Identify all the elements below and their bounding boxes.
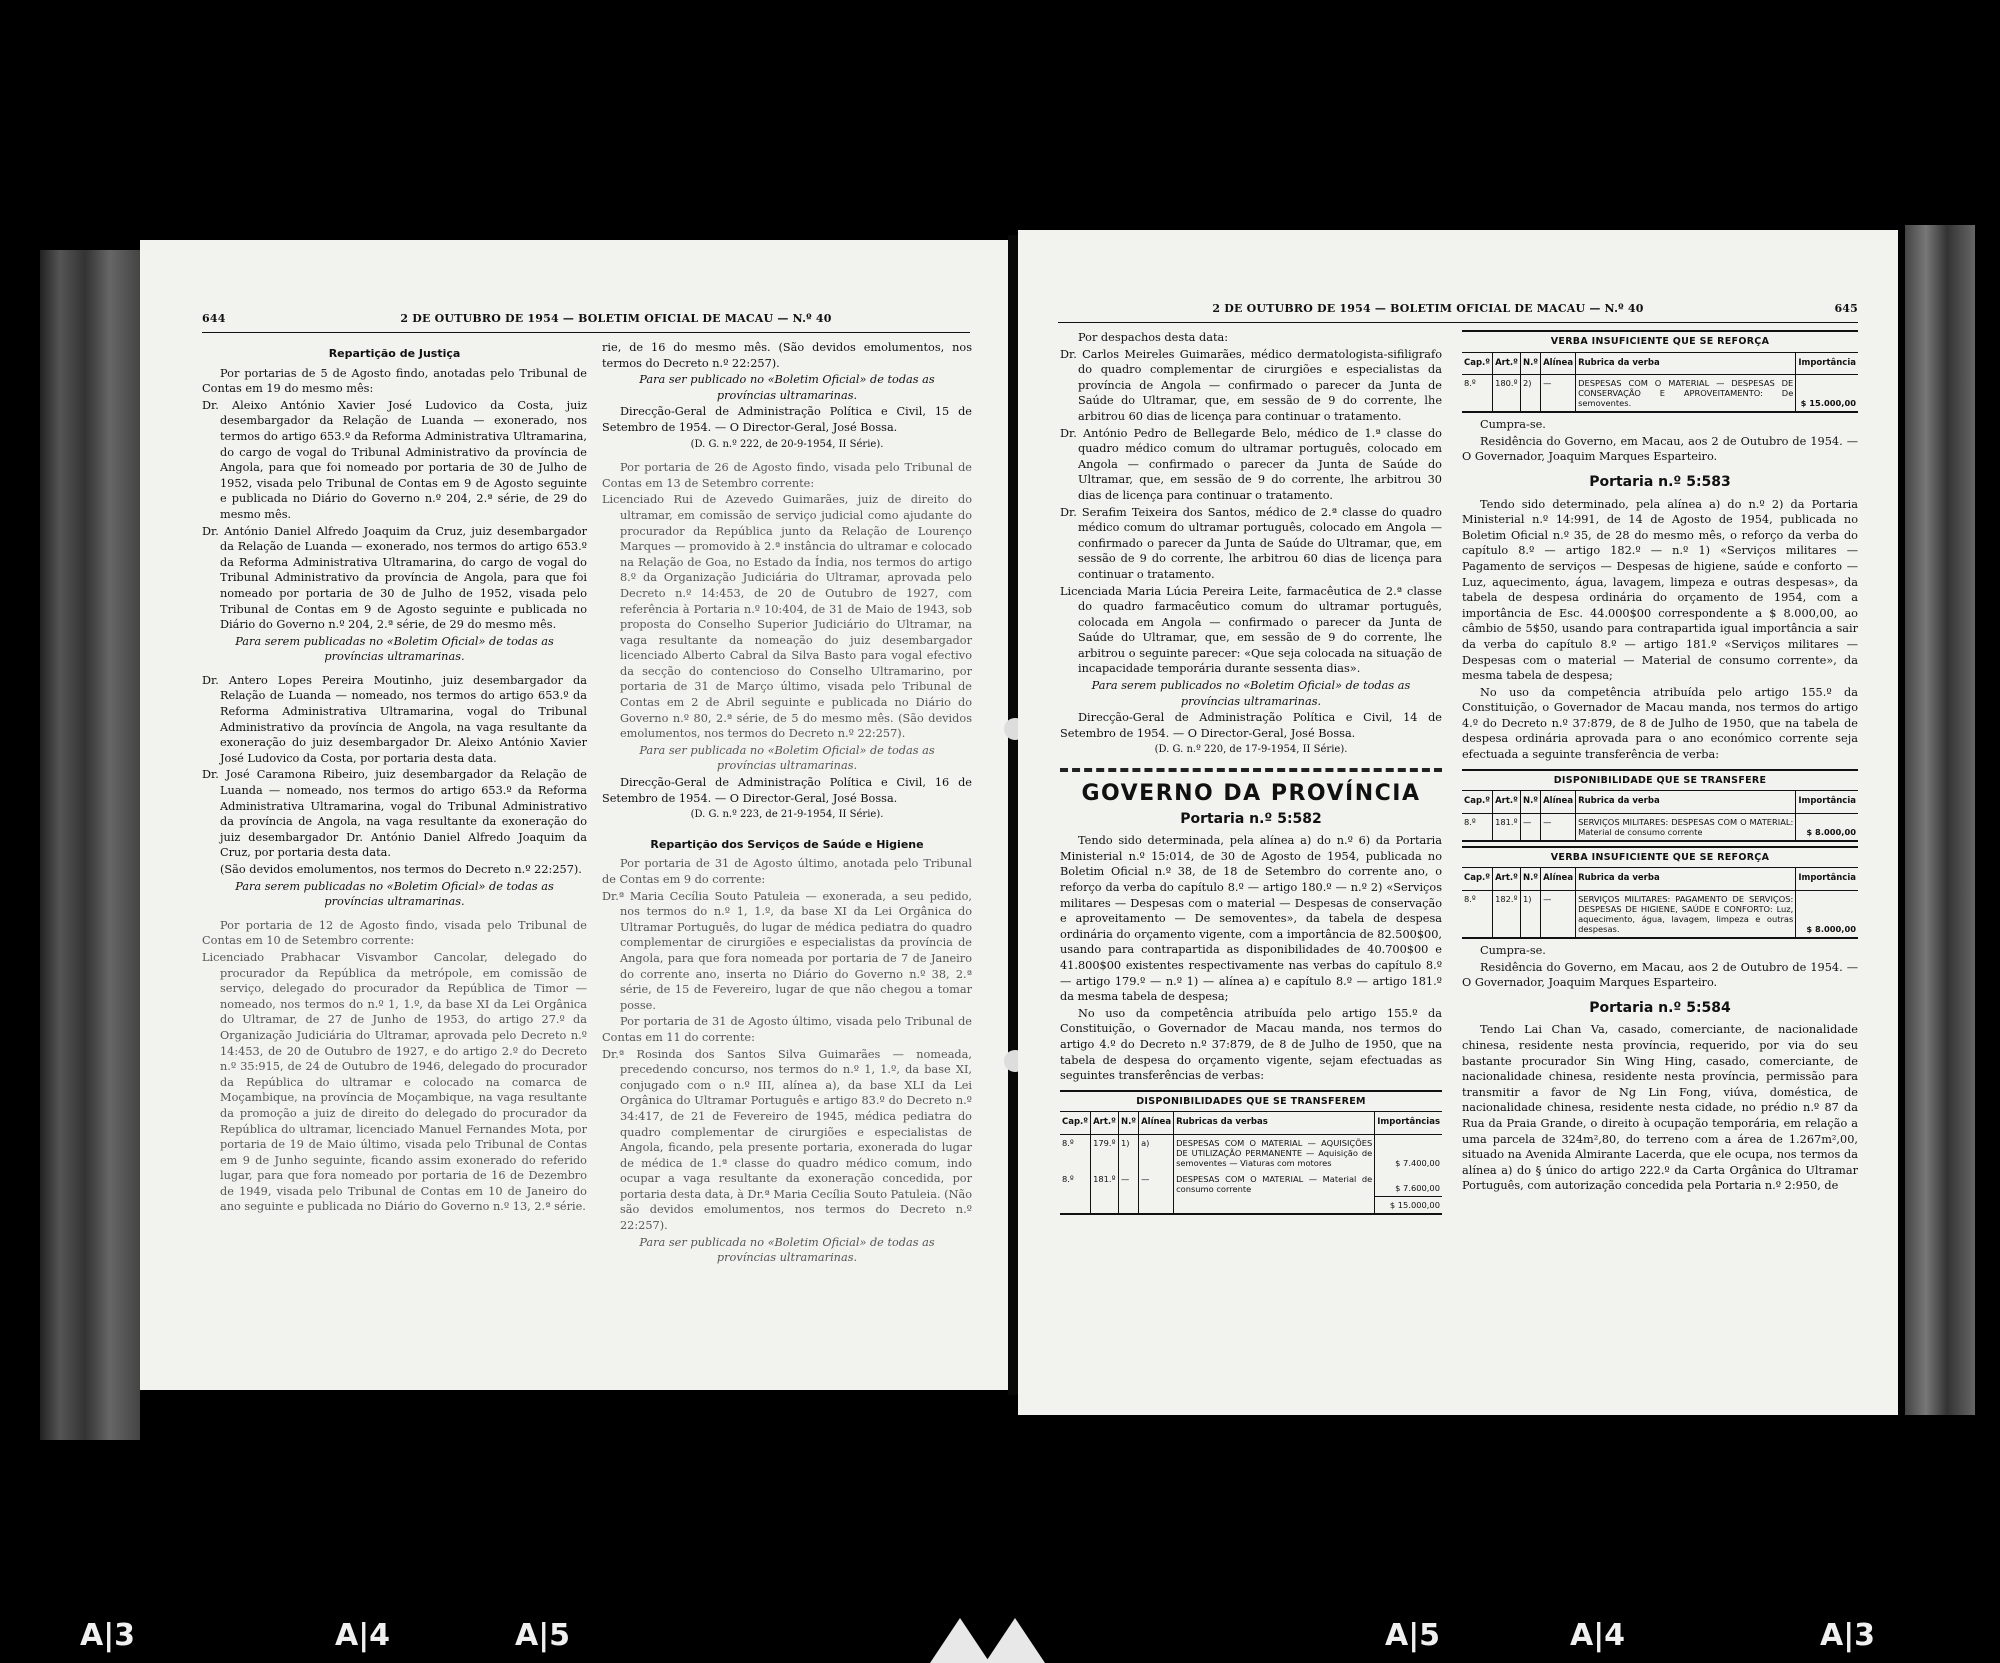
table-cell: SERVIÇOS MILITARES: PAGAMENTO DE SERVIÇOS: DESPESAS DE HIGIENE, SAÚDE E CONFORTO: Luz, aquecimento, água, lavagem, limpeza e outras despesas. [1576, 891, 1796, 939]
table-row [1462, 375, 1858, 413]
table-cell: — [1541, 891, 1576, 939]
province-heading: GOVERNO DA PROVÍNCIA [1081, 781, 1421, 807]
paragraph: Dr. Carlos Meireles Guimarães, médico dermatologista-sifiligrafo do quadro complementar de cirurgiões e especialistas da província de Angola — confirmado o parecer da Junta de Saúde do Ultramar, que, em sessão de 9 do corrente, lhe arbitrou 60 dias de licença para continuar o tratamento. [1060, 347, 1442, 423]
table-cell: — [1541, 375, 1576, 413]
column-header: Rubrica da verba [1576, 868, 1796, 890]
signature: Residência do Governo, em Macau, aos 2 de Outubro de 1954. — O Governador, Joaquim Marques Esparteiro. [1462, 434, 1858, 464]
right-running-head [1058, 302, 1858, 315]
table-header-row [1462, 353, 1858, 375]
paragraph: Dr. Aleixo António Xavier José Ludovico da Costa, juiz desembargador da Relação de Luanda — exonerado, nos termos do artigo 653.º da Reforma Administrativa Ultramarina, do cargo de vogal do Tribunal Administrativo da província de Angola, para que foi nomeado por portaria de 30 de Julho de 1952, visada pelo Tribunal de Contas em 9 de Agosto seguinte e publicada no Diário do Governo n.º 204, 2.ª série, de 29 do mesmo mês. [202, 398, 587, 521]
paragraph: Dr.ª Maria Cecília Souto Patuleia — exonerada, a seu pedido, nos termos do n.º 1, 1.º, da base XI da Lei Orgânica do Ultramar Português, do lugar de médica pediatra do quadro complementar de cirurgiões e especialistas da província de Angola, para que fora nomeada por portaria de 7 de Janeiro do corrente ano, inserta no Diário do Governo n.º 38, 2.ª série, de 15 de Fevereiro, lugar de que não chegou a tomar posse. [602, 889, 972, 1012]
table-cell: 182.º [1493, 891, 1521, 939]
calibration-mark: A|4 [335, 1618, 391, 1653]
table-cell: — [1541, 813, 1576, 841]
column-header: Cap.º [1462, 791, 1493, 813]
right-column-1 [1060, 330, 1442, 1219]
table-title: VERBA INSUFICIENTE QUE SE REFORÇA [1462, 330, 1858, 353]
table-cell: SERVIÇOS MILITARES: DESPESAS COM O MATERIAL: Material de consumo corrente [1576, 813, 1796, 841]
paragraph: Por portaria de 12 de Agosto findo, visada pelo Tribunal de Contas em 10 de Setembro corrente: [202, 918, 587, 948]
paragraph: Dr. António Pedro de Bellegarde Belo, médico de 1.ª classe do quadro médico comum do ultramar português, colocado em Angola — confirmado o parecer da Junta de Saúde do Ultramar, que, em sessão de 9 do corrente, lhe arbitrou 30 dias de licença para continuar o tratamento. [1060, 426, 1442, 502]
reinforce-table [1462, 868, 1858, 939]
column-header: Cap.º [1462, 353, 1493, 375]
column-header: Importância [1796, 353, 1858, 375]
paragraph: rie, de 16 do mesmo mês. (São devidos emolumentos, nos termos do Decreto n.º 22:257). [602, 341, 972, 370]
table-total-row [1060, 1197, 1442, 1215]
signature: Direcção-Geral de Administração Política e Civil, 16 de Setembro de 1954. — O Director-Geral, José Bossa. [602, 776, 972, 805]
running-title: 2 DE OUTUBRO DE 1954 — BOLETIM OFICIAL DE MACAU — N.º 40 [400, 312, 832, 325]
table-header-row [1462, 868, 1858, 890]
paragraph: Dr. Antero Lopes Pereira Moutinho, juiz desembargador da Relação de Luanda — nomeado, nos termos do artigo 653.º da Reforma Administrativa Ultramarina, vogal do Tribunal Administrativo da província de Angola, na vaga resultante da exoneração do juiz desembargador Dr. Aleixo António Xavier José Ludovico da Costa, por portaria desta data. [202, 673, 587, 765]
book-edge-right [1905, 225, 1975, 1415]
publication-note: Para ser publicada no «Boletim Oficial» de todas as províncias ultramarinas. [639, 743, 935, 773]
table-cell: $ 8.000,00 [1796, 813, 1858, 841]
column-header: Importâncias [1375, 1112, 1442, 1134]
table-cell: $ 7.600,00 [1395, 1183, 1440, 1194]
right-page [1018, 230, 1898, 1415]
table-cell: — [1118, 1171, 1138, 1197]
paragraph: Por portaria de 26 de Agosto findo, visada pelo Tribunal de Contas em 13 de Setembro corrente: [602, 461, 972, 490]
calibration-mark: A|5 [1385, 1618, 1441, 1653]
column-header: N.º [1520, 868, 1540, 890]
column-header: N.º [1520, 353, 1540, 375]
column-header: Cap.º [1060, 1112, 1091, 1134]
transfer-table [1462, 791, 1858, 842]
ornamental-divider [1060, 768, 1442, 772]
table-title: DISPONIBILIDADES QUE SE TRANSFEREM [1060, 1090, 1442, 1113]
publication-note: Para serem publicados no «Boletim Oficial» de todas as províncias ultramarinas. [1091, 679, 1411, 708]
column-header: Rubrica da verba [1576, 353, 1796, 375]
paragraph: (São devidos emolumentos, nos termos do Decreto n.º 22:257). [220, 863, 582, 876]
column-header: Rubricas da verbas [1174, 1112, 1375, 1134]
paragraph: Dr. José Caramona Ribeiro, juiz desembargador da Relação de Luanda — nomeado, nos termos do artigo 653.º da Reforma Administrativa Ultramarina, vogal do Tribunal Administrativo da província de Angola, na vaga resultante da exoneração do juiz desembargador Dr. António Daniel Alfredo Joaquim da Cruz, por portaria desta data. [202, 768, 587, 860]
table-row [1060, 1134, 1442, 1171]
column-header: Rubrica da verba [1576, 791, 1796, 813]
cumpra-se: Cumpra-se. [1480, 418, 1546, 432]
paragraph: Licenciada Maria Lúcia Pereira Leite, farmacêutica de 2.ª classe do quadro farmacêutico comum do ultramar português, colocada em Angola — confirmado o parecer da Junta de Saúde do Ultramar, que, em sessão de 9 do corrente, lhe arbitrou o seguinte parecer: «Que seja colocada na situação de incapacidade temporária durante sessenta dias». [1060, 584, 1442, 676]
paragraph: Tendo sido determinada, pela alínea a) do n.º 6) da Portaria Ministerial n.º 15:014, de 30 de Agosto de 1954, publicada no Boletim Oficial n.º 38, de 18 de Setembro do corrente ano, o reforço da verba do capítulo 8.º — artigo 180.º — n.º 2) «Serviços militares — Despesas com o material — Despesas de conservação e aproveitamento — De semoventes», da tabela de despesa ordinária do orçamento vigente, com a importância de 82.500$00, usando para contrapartida as disponibilidades de 40.700$00 e 41.800$00 existentes respectivamente nas verbas do capítulo 8.º — artigo 179.º — n.º 1) — alínea a) e capítulo 8.º — artigo 181.º da mesma tabela de despesa; [1060, 834, 1442, 1004]
column-header: Cap.º [1462, 868, 1493, 890]
right-column-2 [1462, 330, 1858, 1195]
table-cell: DESPESAS COM O MATERIAL — DESPESAS DE CONSERVAÇÃO E APROVEITAMENTO: De semoventes. [1576, 375, 1796, 413]
header-rule [202, 332, 970, 333]
running-title: 2 DE OUTUBRO DE 1954 — BOLETIM OFICIAL DE MACAU — N.º 40 [1212, 302, 1644, 315]
table-cell: 181.º [1091, 1171, 1119, 1197]
left-column-2 [602, 340, 972, 1267]
left-running-head [202, 312, 970, 325]
column-header: N.º [1520, 791, 1540, 813]
table-cell: $ 8.000,00 [1796, 891, 1858, 939]
column-header: Art.º [1493, 353, 1521, 375]
publication-note: Para serem publicadas no «Boletim Oficial» de todas as províncias ultramarinas. [235, 879, 554, 909]
paragraph: Licenciado Prabhacar Visvambor Cancolar, delegado do procurador da República da metrópole, em comissão de serviço, delegado do procurador da República de Timor — nomeado, nos termos do n.º 1, 1.º, da base XI da Lei Orgânica do Ultramar, de 27 de Junho de 1953, do artigo 27.º da Organização Judiciária do Ultramar, aprovada pelo Decreto n.º 14:453, de 20 de Outubro de 1927, e do artigo 2.º do Decreto n.º 35:915, de 24 de Outubro de 1946, delegado do procurador da República do ultramar e colocado na comarca de Moçambique, na província de Moçambique, na vaga resultante da promoção a juiz de direito do delegado do procurador da República do ultramar, licenciado Manuel Fernandes Mota, por portaria de 19 de Maio último, visada pelo Tribunal de Contas em 9 de Junho seguinte, ficando assim exonerado do referido lugar, para que fora nomeado por portaria de 16 de Dezembro de 1949, visada pelo Tribunal de Contas em 10 de Janeiro do ano seguinte e publicada no Diário do Governo n.º 13, 2.ª série. [202, 950, 587, 1214]
section-heading: Repartição dos Serviços de Saúde e Higiene [650, 837, 924, 851]
header-rule [1058, 322, 1858, 323]
column-header: N.º [1118, 1112, 1138, 1134]
table-cell: 8.º [1462, 891, 1493, 939]
paragraph: Dr. António Daniel Alfredo Joaquim da Cruz, juiz desembargador da Relação de Luanda — exonerado, nos termos do artigo 653.º da Reforma Administrativa Ultramarina, do cargo de vogal do Tribunal Administrativo da província de Angola, para que foi nomeado por portaria de 30 de Julho de 1952, visada pelo Tribunal de Contas em 9 de Agosto seguinte e publicada no Diário do Governo n.º 204, 2.ª série, de 29 do mesmo mês. [202, 524, 587, 632]
column-header: Alínea [1139, 1112, 1174, 1134]
table-header-row [1060, 1112, 1442, 1134]
table-cell: $ 15.000,00 [1796, 375, 1858, 413]
signature: Direcção-Geral de Administração Política e Civil, 15 de Setembro de 1954. — O Director-Geral, José Bossa. [602, 405, 972, 434]
paragraph: No uso da competência atribuída pelo artigo 155.º da Constituição, o Governador de Macau manda, nos termos do artigo 4.º do Decreto n.º 37:879, de 8 de Julho de 1950, que na tabela de despesa do orçamento vigente, sejam efectuadas as seguintes transferências de verbas: [1060, 1006, 1442, 1083]
center-triangle-right [985, 1618, 1045, 1663]
table-cell: — [1520, 813, 1540, 841]
column-header: Importância [1796, 791, 1858, 813]
paragraph: Por portaria de 31 de Agosto último, visada pelo Tribunal de Contas em 11 do corrente: [602, 1015, 972, 1044]
table-total: $ 15.000,00 [1375, 1197, 1442, 1215]
cumpra-se: Cumpra-se. [1480, 944, 1546, 958]
reference: (D. G. n.º 223, de 21-9-1954, II Série). [690, 809, 884, 821]
signature: Direcção-Geral de Administração Política e Civil, 14 de Setembro de 1954. — O Director-Geral, José Bossa. [1060, 711, 1442, 740]
table-cell: — [1139, 1171, 1174, 1197]
column-header: Alínea [1541, 353, 1576, 375]
table-cell: 8.º [1462, 813, 1493, 841]
table-cell: 2) [1520, 375, 1540, 413]
table-row [1462, 813, 1858, 841]
table-cell: 180.º [1493, 375, 1521, 413]
table-cell: 181.º [1493, 813, 1521, 841]
reference: (D. G. n.º 222, de 20-9-1954, II Série). [690, 438, 884, 450]
publication-note: Para serem publicadas no «Boletim Oficial» de todas as províncias ultramarinas. [235, 634, 554, 664]
paragraph: Tendo Lai Chan Va, casado, comerciante, de nacionalidade chinesa, residente nesta província, requerido, por via do seu bastante procurador Sin Wing Hing, casado, comerciante, de nacionalidade chinesa, residente nesta província, permissão para transmitir a favor de Ng Lin Fong, viúva, doméstica, de nacionalidade chinesa, residente nesta cidade, no prédio n.º 87 da Rua da Praia Grande, o direito à ocupação temporária, em relação a uma parcela de 324m²,80, do terreno com a área de 1.267m²,00, situado na Avenida Almirante Lacerda, que ele ocupa, nos termos da alínea a) do § único do artigo 222.º da Carta Orgânica do Ultramar Português, com autorização concedida pela Portaria n.º 2:950, de [1462, 1023, 1858, 1193]
page-number: 644 [202, 312, 226, 325]
table-row [1462, 891, 1858, 939]
paragraph: No uso da competência atribuída pelo artigo 155.º da Constituição, o Governador de Macau manda, nos termos do artigo 4.º do Decreto n.º 37:879, de 8 de Julho de 1950, que na tabela de despesa ordinária aprovada para o ano económico corrente seja efectuada a seguinte transferência de verba: [1462, 685, 1858, 762]
section-heading: Repartição de Justiça [328, 347, 461, 360]
column-header: Alínea [1541, 791, 1576, 813]
paragraph: Dr. Serafim Teixeira dos Santos, médico de 2.ª classe do quadro médico comum do ultramar português, colocado em Angola — confirmado o parecer da Junta de Saúde do Ultramar, que, em sessão de 9 do corrente, lhe arbitrou 60 dias de licença para continuar o tratamento. [1060, 505, 1442, 581]
table-header-row [1462, 791, 1858, 813]
calibration-mark: A|4 [1570, 1618, 1626, 1653]
page-number: 645 [1834, 302, 1858, 315]
column-header: Art.º [1493, 868, 1521, 890]
paragraph: Por portarias de 5 de Agosto findo, anotadas pelo Tribunal de Contas em 19 do mesmo mês: [202, 366, 587, 396]
table-cell: 179.º [1091, 1134, 1119, 1171]
table-cell: $ 7.400,00 [1395, 1157, 1440, 1168]
portaria-heading: Portaria n.º 5:582 [1180, 810, 1322, 827]
paragraph: Por despachos desta data: [1078, 331, 1229, 344]
table-title: VERBA INSUFICIENTE QUE SE REFORÇA [1462, 846, 1858, 869]
table-cell: DESPESAS COM O MATERIAL — AQUISIÇÕES DE UTILIZAÇÃO PERMANENTE — Aquisição de semoventes — Viaturas com motores [1174, 1134, 1375, 1171]
book-edge-left [40, 250, 140, 1440]
table-cell: 8.º [1060, 1171, 1091, 1197]
table-cell: 1) [1520, 891, 1540, 939]
transfer-table [1060, 1112, 1442, 1215]
calibration-mark: A|3 [1820, 1618, 1876, 1653]
left-page [140, 240, 1010, 1390]
center-triangle-left [930, 1618, 990, 1663]
reinforce-table [1462, 353, 1858, 414]
portaria-heading: Portaria n.º 5:583 [1589, 473, 1731, 490]
column-header: Art.º [1493, 791, 1521, 813]
portaria-heading: Portaria n.º 5:584 [1589, 999, 1731, 1016]
table-cell: 8.º [1060, 1134, 1091, 1171]
left-column-1 [202, 340, 587, 1216]
paragraph: Tendo sido determinado, pela alínea a) do n.º 2) da Portaria Ministerial n.º 14:991, de 14 de Agosto de 1954, publicada no Boletim Oficial n.º 35, de 28 do mesmo mês, o reforço da verba do capítulo 8.º — artigo 182.º — n.º 1) «Serviços militares — Pagamento de serviços — Despesas de higiene, saúde e conforto — Luz, aquecimento, água, lavagem, limpeza e outras despesas», da tabela de despesa ordinária do orçamento de 1954, com a importância de Esc. 44.000$00 correspondente a $ 8.000,00, ao câmbio de 5$50, usando para contrapartida igual importância a sair da verba do capítulo 8.º — artigo 181.º «Serviços militares — Despesas com o material — Material de consumo corrente», da mesma tabela de despesa; [1462, 497, 1858, 683]
paragraph: Licenciado Rui de Azevedo Guimarães, juiz de direito do ultramar, em comissão de serviço judicial como ajudante do procurador da República junto da Relação de Lourenço Marques — promovido à 2.ª instância do ultramar e colocado na Relação de Goa, no Estado da Índia, nos termos do artigo 8.º da Organização Judiciária do Ultramar, aprovada pelo Decreto n.º 14:453, de 20 de Outubro de 1927, com referência à Portaria n.º 10:404, de 31 de Maio de 1943, sob proposta do Conselho Superior Judiciário do Ultramar, na vaga resultante da nomeação do juiz desembargador licenciado Alberto Cabral da Silva Basto para vogal efectivo da secção do contencioso do Conselho Ultramarino, por portaria de 31 de Março último, visada pelo Tribunal de Contas em 2 de Abril seguinte e publicada no Diário do Governo n.º 80, 2.ª série, de 5 do mesmo mês. (São devidos emolumentos, nos termos do Decreto n.º 22:257). [602, 493, 972, 741]
column-header: Art.º [1091, 1112, 1119, 1134]
paragraph: Por portaria de 31 de Agosto último, anotada pelo Tribunal de Contas em 9 do corrente: [602, 857, 972, 886]
calibration-mark: A|3 [80, 1618, 136, 1653]
table-cell: a) [1139, 1134, 1174, 1171]
table-cell: 8.º [1462, 375, 1493, 413]
reference: (D. G. n.º 220, de 17-9-1954, II Série). [1154, 744, 1348, 756]
column-header: Importância [1796, 868, 1858, 890]
table-cell: DESPESAS COM O MATERIAL — Material de consumo corrente [1174, 1171, 1375, 1197]
signature: Residência do Governo, em Macau, aos 2 de Outubro de 1954. — O Governador, Joaquim Marques Esparteiro. [1462, 960, 1858, 990]
calibration-mark: A|5 [515, 1618, 571, 1653]
publication-note: Para ser publicado no «Boletim Oficial» de todas as províncias ultramarinas. [639, 373, 935, 402]
column-header: Alínea [1541, 868, 1576, 890]
paragraph: Dr.ª Rosinda dos Santos Silva Guimarães — nomeada, precedendo concurso, nos termos do n.º 1, 1.º, da base XI, conjugado com o n.º III, alínea a), da base XLI da Lei Orgânica do Ultramar Português e artigo 83.º do Decreto n.º 34:417, de 21 de Fevereiro de 1945, médica pediatra do quadro complementar de cirurgiões e especialistas de Angola, ficando, pela presente portaria, exonerada do lugar de médica de 1.ª classe do quadro médico comum, indo ocupar a vaga resultante da exoneração concedida, por portaria desta data, à Dr.ª Maria Cecília Souto Patuleia. (Não são devidos emolumentos, nos termos do Decreto n.º 22:257). [602, 1047, 972, 1233]
table-title: DISPONIBILIDADE QUE SE TRANSFERE [1462, 769, 1858, 792]
publication-note: Para ser publicada no «Boletim Oficial» de todas as províncias ultramarinas. [639, 1235, 935, 1265]
table-cell: 1) [1118, 1134, 1138, 1171]
table-row [1060, 1171, 1442, 1197]
